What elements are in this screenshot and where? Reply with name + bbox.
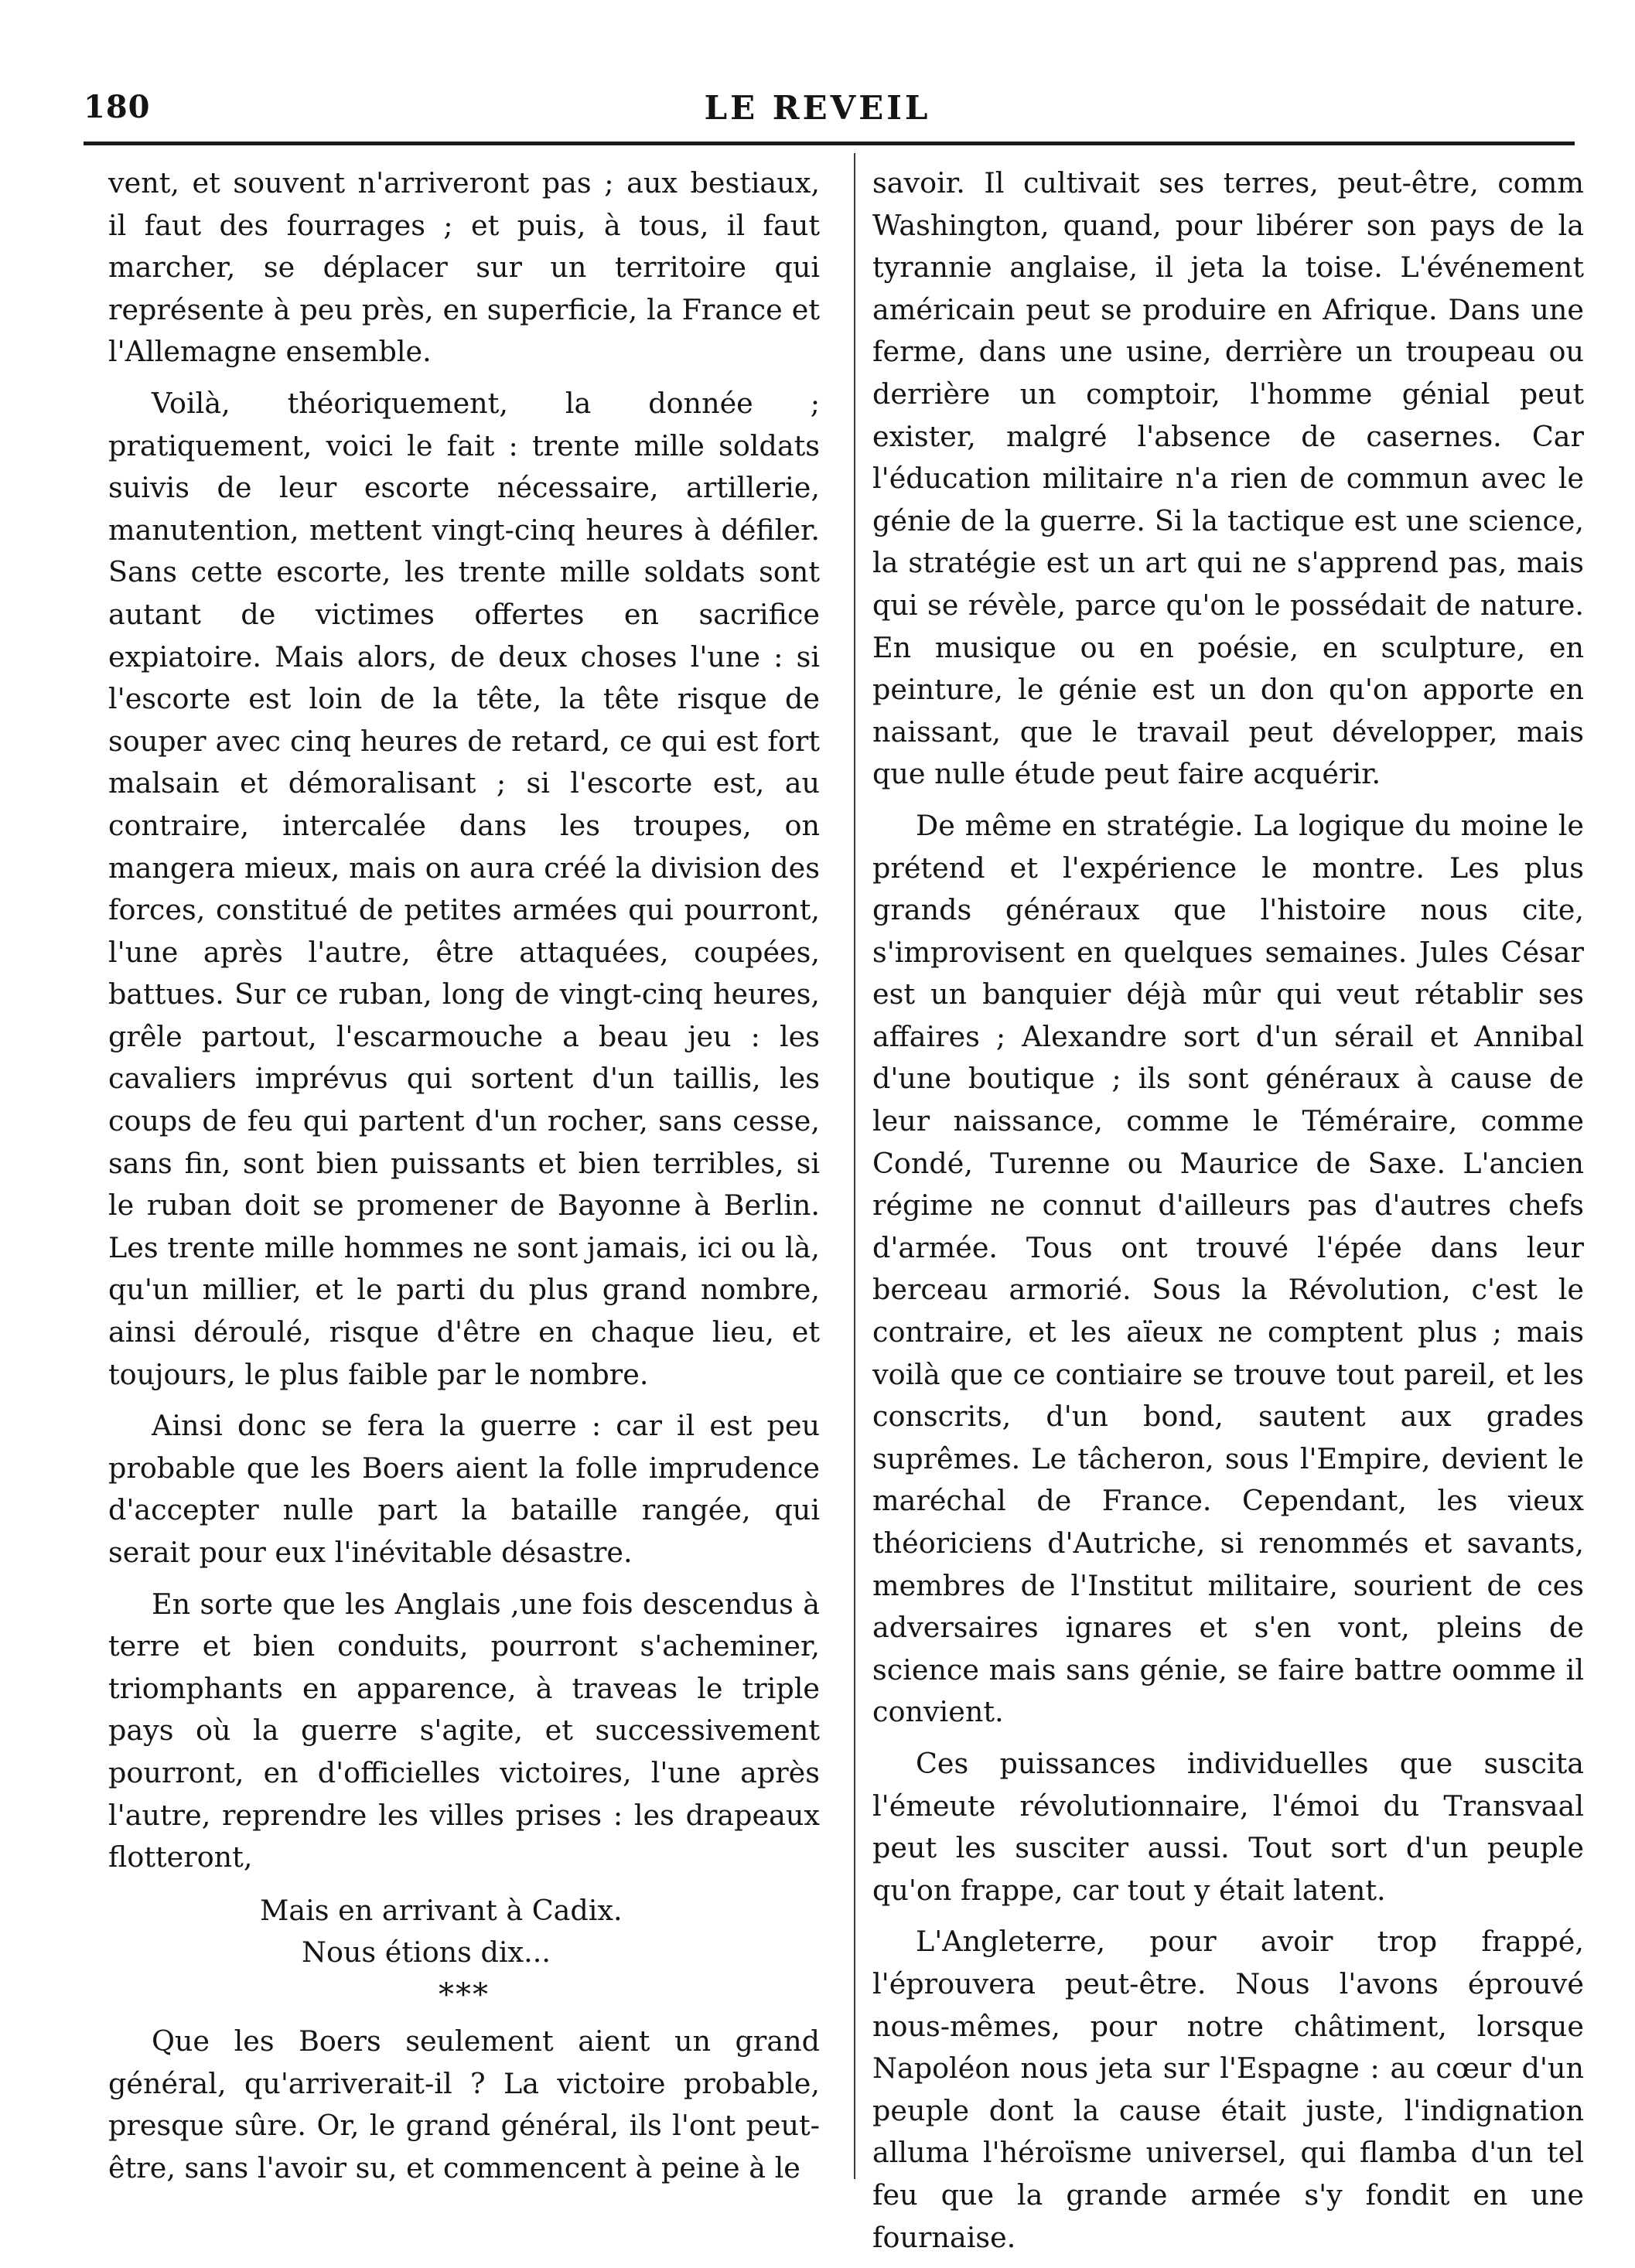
verse-line: Mais en arrivant à Cadix.	[260, 1893, 623, 1927]
right-column	[872, 162, 1584, 2268]
paragraph: vent, et souvent n'arriveront pas ; aux bestiaux, il faut des fourrages ; et puis, à tous, il faut marcher, se déplacer sur un territoire qui représente à peu près, en superficie, la France et l'Allemagne ensemble.	[108, 166, 820, 369]
header-rule	[84, 142, 1575, 145]
paragraph: Voilà, théoriquement, la donnée ; pratiquement, voici le fait : trente mille soldats suivis de leur escorte nécessaire, artillerie, manutention, mettent vingt-cinq heures à défiler. Sans cette escorte, les trente mille soldats sont autant de victimes offertes en sacrifice expiatoire. Mais alors, de deux choses l'une : si l'escorte est loin de la tête, la tête risque de souper avec cinq heures de retard, ce qui est fort malsain et démoralisant ; si l'escorte est, au contraire, intercalée dans les troupes, on mangera mieux, mais on aura créé la division des forces, constitué de petites armées qui pourront, l'une après l'autre, être attaquées, coupées, battues. Sur ce ruban, long de vingt-cinq heures, grêle partout, l'escarmouche a beau jeu : les cavaliers imprévus qui sortent d'un taillis, les coups de feu qui partent d'un rocher, sans cesse, sans fin, sont bien puissants et bien terribles, si le ruban doit se promener de Bayonne à Berlin. Les trente mille hommes ne sont jamais, ici ou là, qu'un millier, et le parti du plus grand nombre, ainsi déroulé, risque d'être en chaque lieu, et toujours, le plus faible par le nombre.	[108, 386, 820, 1391]
paragraph: En sorte que les Anglais ,une fois descendus à terre et bien conduits, pourront s'acheminer, triomphants en apparence, à traveas le triple pays où la guerre s'agite, et successivement pourront, en d'officielles victoires, l'une après l'autre, reprendre les villes prises : les drapeaux flotteront,	[108, 1587, 820, 1874]
paragraph: L'Angleterre, pour avoir trop frappé, l'éprouvera peut-être. Nous l'avons éprouvé nous-mêmes, pour notre châtiment, lorsque Napoléon nous jeta sur l'Espagne : au cœur d'un peuple dont la cause était juste, l'indignation alluma l'héroïsme universel, qui flamba d'un tel feu que la grande armée s'y fondit en une fournaise.	[872, 1925, 1584, 2254]
paragraph: Que les Boers seulement aient un grand général, qu'arriverait-il ? La victoire probable, presque sûre. Or, le grand général, ils l'ont peut-être, sans l'avoir su, et commencent à peine à le	[108, 2024, 820, 2184]
column-divider	[854, 153, 855, 2179]
paragraph: Ces puissances individuelles que suscita l'émeute révolutionnaire, l'émoi du Transvaal peut les susciter aussi. Tout sort d'un peuple qu'on frappe, car tout y était latent.	[872, 1746, 1584, 1907]
running-title: LE REVEIL	[704, 89, 931, 127]
verse-line: Nous étions dix...	[302, 1935, 551, 1970]
page-number: 180	[84, 89, 151, 125]
paragraph: Ainsi donc se fera la guerre : car il est peu probable que les Boers aient la folle imprudence d'accepter nulle part la bataille rangée, qui serait pour eux l'inévitable désastre.	[108, 1409, 820, 1569]
paragraph: De même en stratégie. La logique du moine le prétend et l'expérience le montre. Les plus grands généraux que l'histoire nous cite, s'improvisent en quelques semaines. Jules César est un banquier déjà mûr qui veut rétablir ses affaires ; Alexandre sort d'un sérail et Annibal d'une boutique ; ils sont généraux à cause de leur naissance, comme le Téméraire, comme Condé, Turenne ou Maurice de Saxe. L'ancien régime ne connut d'ailleurs pas d'autres chefs d'armée. Tous ont trouvé l'épée dans leur berceau armorié. Sous la Révolution, c'est le contraire, et les aïeux ne comptent plus ; mais voilà que ce contiaire se trouve tout pareil, et les conscrits, d'un bond, sautent aux grades suprêmes. Le tâcheron, sous l'Empire, devient le maréchal de France. Cependant, les vieux théoriciens d'Autriche, si renommés et savants, membres de l'Institut militaire, sourient de ces adversaires ignares et s'en vont, pleins de science mais sans génie, se faire battre oomme il convient.	[872, 808, 1584, 1729]
verse-quote	[260, 1890, 820, 1974]
left-column	[108, 162, 820, 2198]
paragraph: savoir. Il cultivait ses terres, peut-être, comm Washington, quand, pour libérer son pays de la tyrannie anglaise, il jeta la toise. L'événement américain peut se produire en Afrique. Dans une ferme, dans une usine, derrière un troupeau ou derrière un comptoir, l'homme génial peut exister, malgré l'absence de casernes. Car l'éducation militaire n'a rien de commun avec le génie de la guerre. Si la tactique est une science, la stratégie est un art qui ne s'apprend pas, mais qui se révèle, parce qu'on le possédait de nature. En musique ou en poésie, en sculpture, en peinture, le génie est un don qu'on apporte en naissant, que le travail peut développer, mais que nulle étude peut faire acquérir.	[872, 166, 1584, 791]
section-separator: ***	[439, 1976, 490, 2013]
